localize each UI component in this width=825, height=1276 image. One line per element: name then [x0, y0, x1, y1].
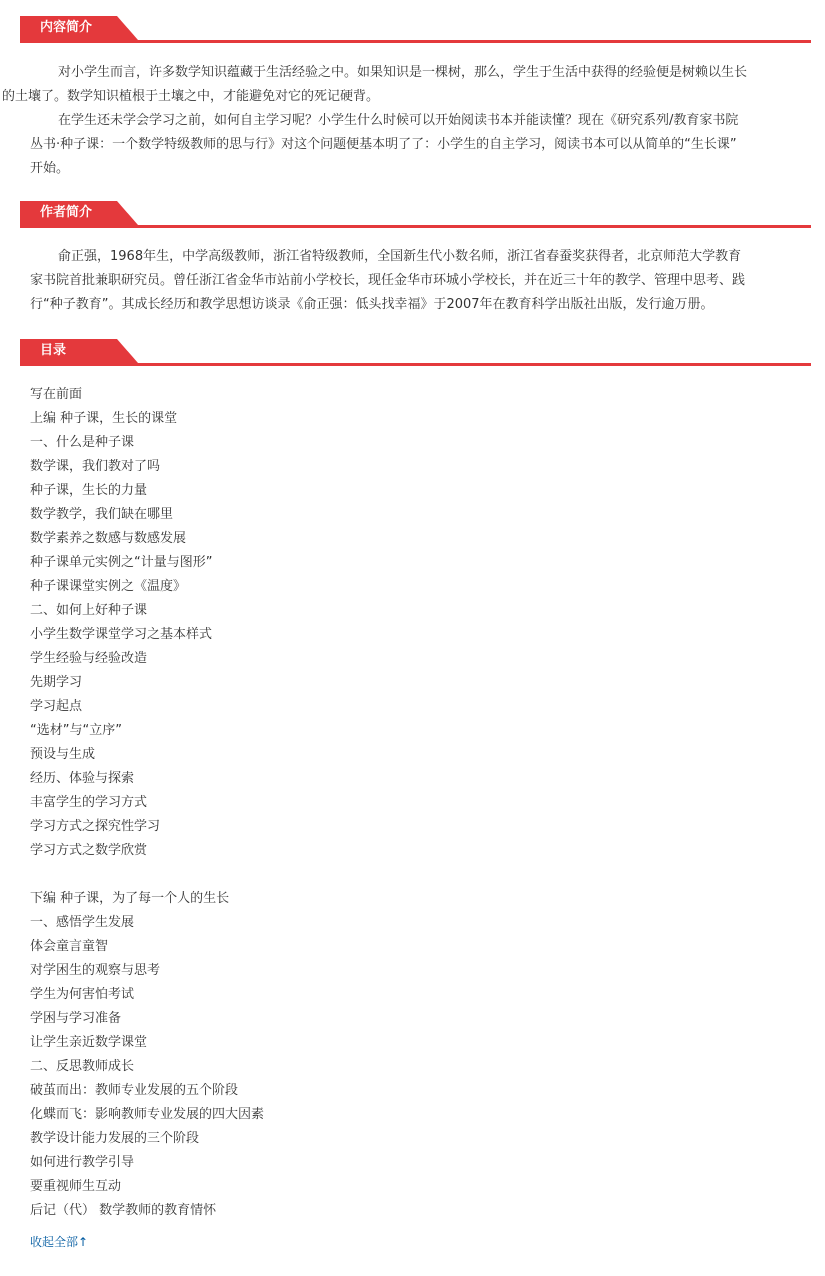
- intro-para1-line1: 对小学生而言，许多数学知识蕴藏于生活经验之中。如果知识是一棵树，那么，学生于生活中获得的经验便是树赖以生长: [58, 65, 748, 80]
- toc-item: 学生为何害怕考试: [30, 987, 135, 1002]
- intro-para2-line3: 开始。: [30, 161, 70, 176]
- author-header-rule: [20, 225, 811, 228]
- author-section-header: [20, 201, 811, 228]
- toc-item: 对学困生的观察与思考: [30, 963, 161, 978]
- toc-item: 先期学习: [30, 675, 83, 690]
- toc-section-header: [20, 339, 811, 366]
- toc-item: 种子课，生长的力量: [30, 483, 148, 498]
- author-line1: 俞正强，1968年生，中学高级教师，浙江省特级教师，全国新生代小数名师，浙江省春蚕奖获得者，北京师范大学教育: [58, 249, 742, 264]
- author-line3: 行“种子教育”。其成长经历和教学思想访谈录《俞正强：低头找幸福》于2007年在教育科学出版社出版，发行逾万册。: [30, 297, 714, 312]
- intro-header-title: 内容简介: [40, 20, 93, 35]
- toc-item: 要重视师生互动: [30, 1179, 122, 1194]
- toc-item: 写在前面: [30, 387, 83, 402]
- toc-header-tab: [20, 339, 138, 363]
- toc-item: 预设与生成: [30, 747, 96, 762]
- collapse-all-link[interactable]: 收起全部↑: [30, 1235, 89, 1249]
- toc-item: 后记（代） 数学教师的教育情怀: [30, 1203, 217, 1218]
- author-header-title: 作者简介: [40, 205, 93, 220]
- toc-item: 丰富学生的学习方式: [30, 795, 148, 810]
- intro-paragraph-1: [2, 61, 800, 109]
- intro-section-header: [20, 16, 811, 43]
- toc-item: 让学生亲近数学课堂: [30, 1035, 148, 1050]
- toc-item: 经历、体验与探索: [30, 771, 135, 786]
- toc-item: 种子课单元实例之“计量与图形”: [30, 555, 213, 570]
- author-paragraph: [30, 245, 800, 317]
- toc-item: 学习起点: [30, 699, 83, 714]
- intro-para2-line1: 在学生还未学会学习之前，如何自主学习呢？小学生什么时候可以开始阅读书本并能读懂？现在《研究系列/教育家书院: [58, 113, 739, 128]
- toc-item: 小学生数学课堂学习之基本样式: [30, 627, 213, 642]
- toc-item: 一、感悟学生发展: [30, 915, 135, 930]
- toc-item: 化蝶而飞：影响教师专业发展的四大因素: [30, 1107, 265, 1122]
- toc-item: 二、反思教师成长: [30, 1059, 135, 1074]
- toc-item: 学习方式之探究性学习: [30, 819, 161, 834]
- toc-item: 上编 种子课，生长的课堂: [30, 411, 178, 426]
- intro-paragraph-2: [30, 109, 800, 181]
- toc-item: 学生经验与经验改造: [30, 651, 148, 666]
- intro-header-rule: [20, 40, 811, 43]
- toc-item: 种子课课堂实例之《温度》: [30, 579, 187, 594]
- toc-item: 教学设计能力发展的三个阶段: [30, 1131, 200, 1146]
- intro-para1-line2: 的土壤了。数学知识植根于土壤之中，才能避免对它的死记硬背。: [2, 89, 380, 104]
- toc-item: 如何进行教学引导: [30, 1155, 135, 1170]
- toc-item: 数学素养之数感与数感发展: [30, 531, 187, 546]
- toc-header-title: 目录: [40, 343, 67, 358]
- toc-item: 二、如何上好种子课: [30, 603, 148, 618]
- toc-item: 学习方式之数学欣赏: [30, 843, 148, 858]
- toc-spacer: [30, 863, 800, 887]
- intro-para2-line2: 丛书·种子课：一个数学特级教师的思与行》对这个问题便基本明了了：小学生的自主学习，阅读书本可以从简单的“生长课”: [30, 137, 737, 152]
- toc-item: 下编 种子课，为了每一个人的生长: [30, 891, 230, 906]
- toc-item: “选材”与“立序”: [30, 723, 122, 738]
- toc-header-rule: [20, 363, 811, 366]
- toc-item: 一、什么是种子课: [30, 435, 135, 450]
- toc-item: 数学教学，我们缺在哪里: [30, 507, 174, 522]
- toc-item: 数学课，我们教对了吗: [30, 459, 161, 474]
- toc-list: [30, 383, 800, 1223]
- author-line2: 家书院首批兼职研究员。曾任浙江省金华市站前小学校长，现任金华市环城小学校长，并在近三十年的教学、管理中思考、践: [30, 273, 746, 288]
- toc-item: 学困与学习准备: [30, 1011, 122, 1026]
- toc-item: 体会童言童智: [30, 939, 109, 954]
- toc-item: 破茧而出：教师专业发展的五个阶段: [30, 1083, 239, 1098]
